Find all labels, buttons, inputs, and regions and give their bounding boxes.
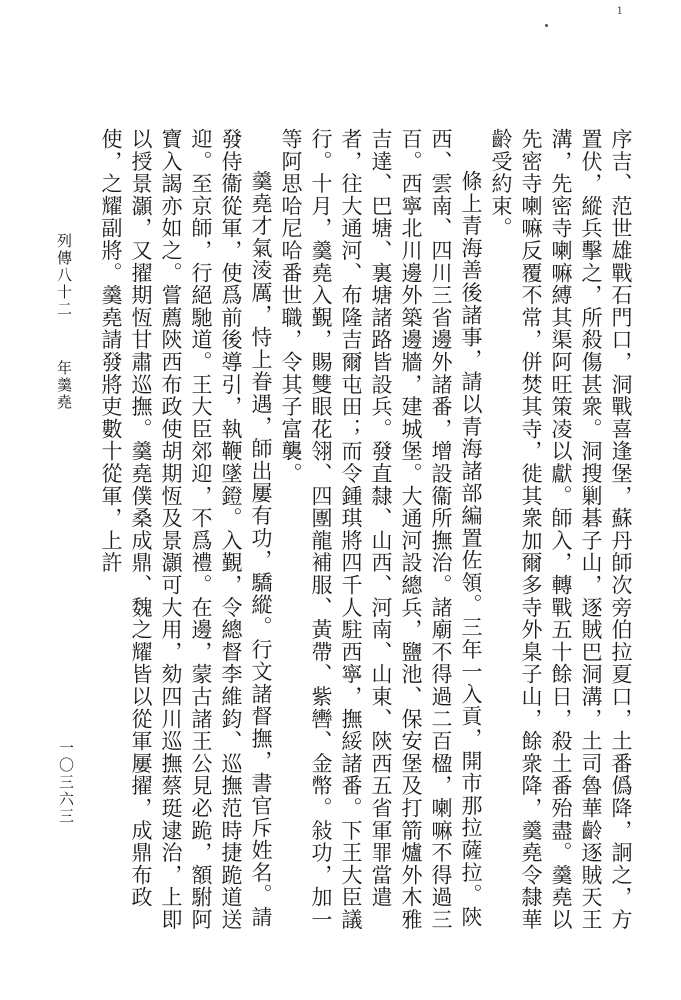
- main-text-block: [99, 128, 636, 933]
- running-head: [54, 233, 74, 411]
- running-head-chapter: 列傳八十二: [55, 233, 73, 318]
- paragraph-2: 條上青海善後諸事，請以青海諸部編置佐領。三年一入貢，開市那拉薩拉。陝西、雲南、四川三省邊外諸番，增設衞所撫治。諸廟不得過二百楹，喇嘛不得過三百。西寧北川邊外築邊牆，建城堡。大通河設總兵，鹽池、保安堡及打箭爐外木雅吉達、巴塘、裏塘諸路皆設兵。發直隸、山西、河南、山東、陝西五省軍罪當遣者，往大通河、布隆吉爾屯田；而令鍾琪將四千人駐西寧，撫綏諸番。下王大臣議行。十月，羹堯入覲，賜雙眼花翎、四團龍補服、黃帶、紫轡、金幣。敍功，加一等阿思哈尼哈番世職，令其子富襲。: [279, 128, 483, 931]
- page-number: 一〇三六三: [57, 740, 75, 825]
- running-head-name: 年羹堯: [55, 360, 73, 411]
- corner-mark: 1: [616, 6, 623, 17]
- paragraph-3: 羹堯才氣淩厲，恃上眷遇，師出屢有功，驕縱。行文諸督撫，書官斥姓名。請發侍衞從軍，使爲前後導引，執鞭墜鐙。入覲，令總督李維鈞、巡撫范時捷跪道送迎。至京師，行絕馳道。王大臣郊迎，不爲禮。在邊，蒙古諸王公見必跪，額駙阿寶入謁亦如之。嘗薦陝西布政使胡期恆及景灝可大用，劾四川巡撫蔡珽逮治，上即以授景灝，又擢期恆甘肅巡撫。羹堯僕桑成鼎、魏之耀皆以從軍屢擢，成鼎布政使，之耀副將。羹堯請發將吏數十從軍，上許: [99, 128, 273, 931]
- paragraph-1: 序吉、范世雄戰石門口，洞戰喜逢堡，蘇丹師次旁伯拉夏口，土番僞降，詗之，方置伏，縱兵擊之，所殺傷甚衆。洞搜剿碁子山，逐賊巴洞溝，土司魯華齡逐賊天王溝，先密寺喇嘛縛其渠阿旺策凌以獻。師入，轉戰五十餘日，殺土番殆盡。羹堯以先密寺喇嘛反覆不常，併焚其寺，徙其衆加爾多寺外臬子山，餘衆降，羹堯令隸華齡受約束。: [489, 128, 633, 931]
- ink-dot: [545, 24, 548, 27]
